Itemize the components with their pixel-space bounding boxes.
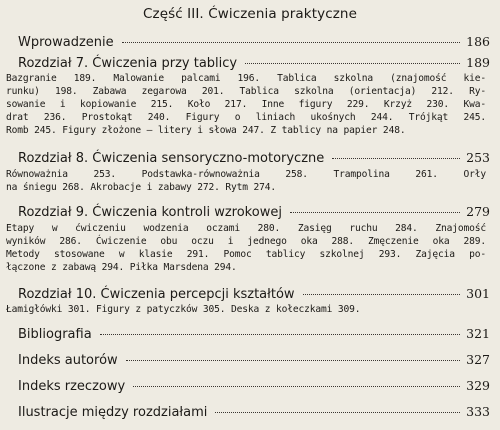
entry-title: Rozdział 9. Ćwiczenia kontroli wzrokowej — [18, 205, 282, 220]
dot-leader — [332, 158, 460, 159]
chapter-7-subtopics-line: runku) 198. Zabawa zegarowa 201. Tablica szkolna (orientacja) 212. Ry- — [6, 86, 486, 97]
toc-entry-chapter-9[interactable] — [18, 204, 490, 220]
chapter-9-subtopics-line: Etapy w ćwiczeniu wodzenia oczami 280. Zasięg ruchu 284. Znajomość — [6, 223, 486, 234]
dot-leader — [245, 63, 460, 64]
chapter-9-subtopics-line: łączone z zabawą 294. Piłka Marsdena 294. — [6, 262, 237, 273]
entry-page: 321 — [466, 326, 490, 341]
entry-title: Ilustracje między rozdziałami — [18, 405, 208, 420]
chapter-8-subtopics-line: Równoważnia 253. Podstawka-równoważnia 258. Trampolina 261. Orły — [6, 169, 486, 180]
entry-page: 253 — [466, 150, 490, 165]
entry-page: 186 — [466, 34, 490, 49]
entry-page: 327 — [466, 352, 490, 367]
toc-entry-author-index[interactable] — [18, 352, 490, 368]
entry-title: Bibliografia — [18, 327, 92, 342]
toc-entry-bibliography[interactable] — [18, 326, 490, 342]
entry-title: Indeks rzeczowy — [18, 379, 126, 394]
dot-leader — [126, 360, 460, 361]
chapter-8-subtopics-line: na śniegu 268. Akrobacje i zabawy 272. Rytm 274. — [6, 182, 277, 193]
toc-entry-chapter-7[interactable] — [18, 55, 490, 71]
chapter-9-subtopics-line: Metody stosowane w klasie 291. Pomoc tablicy szkolnej 293. Zajęcia po- — [6, 249, 486, 260]
entry-page: 329 — [466, 378, 490, 393]
chapter-9-subtopics-line: wyników 286. Ćwiczenie obu oczu i jednego oka 288. Zmęczenie oka 289. — [6, 236, 486, 247]
dot-leader — [122, 42, 460, 43]
entry-page: 333 — [466, 404, 490, 419]
entry-page: 279 — [466, 204, 490, 219]
toc-entry-subject-index[interactable] — [18, 378, 490, 394]
dot-leader — [303, 294, 460, 295]
entry-page: 189 — [466, 55, 490, 70]
toc-entry-chapter-10[interactable] — [18, 286, 490, 302]
chapter-7-subtopics-line: sowanie i kopiowanie 215. Koło 217. Inne figury 229. Krzyż 230. Kwa- — [6, 99, 486, 110]
entry-title: Rozdział 7. Ćwiczenia przy tablicy — [18, 56, 238, 71]
toc-entry-illustrations[interactable] — [18, 404, 490, 420]
entry-title: Rozdział 8. Ćwiczenia sensoryczno-motoryczne — [18, 151, 325, 166]
toc-entry-chapter-8[interactable] — [18, 150, 490, 166]
entry-page: 301 — [466, 286, 490, 301]
entry-title: Rozdział 10. Ćwiczenia percepcji kształtów — [18, 287, 295, 302]
part-title: Część III. Ćwiczenia praktyczne — [143, 6, 357, 22]
chapter-7-subtopics-line: drat 236. Prostokąt 240. Figury o liniach ukośnych 244. Trójkąt 245. — [6, 112, 486, 123]
dot-leader — [215, 412, 460, 413]
chapter-10-subtopics-line: Łamigłówki 301. Figury z patyczków 305. Deska z kołeczkami 309. — [6, 304, 361, 315]
entry-title: Indeks autorów — [18, 353, 118, 368]
dot-leader — [100, 334, 460, 335]
toc-entry-introduction[interactable] — [18, 34, 490, 50]
chapter-7-subtopics-line: Bazgranie 189. Malowanie palcami 196. Tablica szkolna (znajomość kie- — [6, 73, 486, 84]
dot-leader — [133, 386, 460, 387]
chapter-7-subtopics-line: Romb 245. Figury złożone — litery i słowa 247. Z tablicy na papier 248. — [6, 125, 406, 136]
dot-leader — [290, 212, 460, 213]
entry-title: Wprowadzenie — [18, 35, 114, 50]
